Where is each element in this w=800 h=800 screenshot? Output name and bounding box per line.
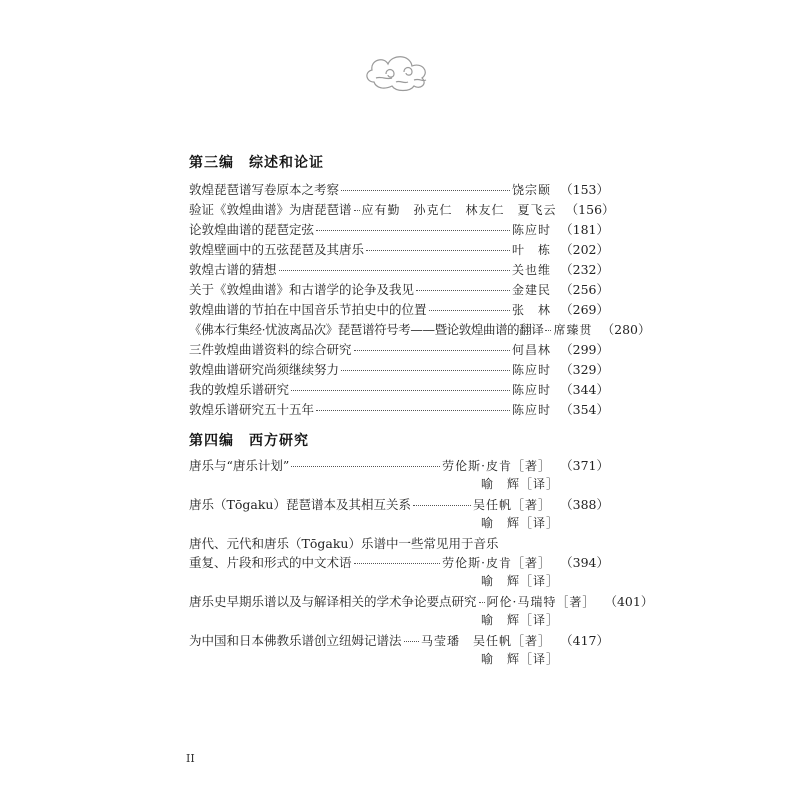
entry-page: （232） [560, 262, 609, 277]
dot-leader [316, 410, 510, 411]
dot-leader [291, 390, 510, 391]
entry-translator: 喻 辉［译］ [480, 574, 559, 588]
toc-entry[interactable] [189, 456, 609, 474]
entry-title: 唐乐与“唐乐计划” [189, 458, 290, 473]
dot-leader [366, 250, 510, 251]
entry-translator: 喻 辉［译］ [480, 652, 559, 666]
entry-translator: 喻 辉［译］ [480, 613, 559, 627]
entry-page: （269） [560, 302, 609, 317]
entry-author: 席臻贯 [553, 323, 593, 337]
entry-page: （280） [601, 322, 651, 337]
dot-leader [404, 641, 419, 642]
entry-author: 张 林 [511, 303, 551, 317]
dot-leader [479, 602, 485, 603]
dot-leader [341, 370, 510, 371]
entry-title: 验证《敦煌曲谱》为唐琵琶谱 [189, 202, 352, 217]
entry-page: （329） [560, 362, 609, 377]
entry-page: （401） [604, 594, 654, 609]
entry-page: （394） [560, 555, 609, 570]
toc-entry[interactable] [189, 340, 609, 358]
toc-entry[interactable] [189, 300, 609, 318]
dot-leader [354, 210, 360, 211]
entry-page: （344） [560, 382, 609, 397]
entry-author: 陈应时 [511, 403, 551, 417]
entry-page: （181） [560, 222, 609, 237]
entry-title: 敦煌壁画中的五弦琵琶及其唐乐 [189, 242, 365, 257]
entry-title: 敦煌琵琶谱写卷原本之考察 [189, 182, 340, 197]
entry-title: 敦煌曲谱研究尚须继续努力 [189, 362, 340, 377]
entry-author: 何昌林 [511, 343, 551, 357]
cloud-scroll-icon [356, 42, 446, 98]
entry-page: （417） [560, 633, 609, 648]
entry-title: 关于《敦煌曲谱》和古谱学的论争及我见 [189, 282, 415, 297]
entry-title: 敦煌乐谱研究五十五年 [189, 402, 315, 417]
entry-author: 应有勤 孙克仁 林友仁 夏飞云 [361, 203, 557, 217]
entry-page: （256） [560, 282, 609, 297]
entry-author: 吴任帆［著］ [472, 498, 551, 512]
entry-author: 劳伦斯·皮肯［著］ [442, 556, 551, 570]
page-number: II [186, 752, 195, 765]
toc-entry[interactable] [189, 360, 609, 378]
entry-page: （388） [560, 497, 609, 512]
entry-author: 阿伦·马瑞特［著］ [486, 595, 596, 609]
entry-page: （354） [560, 402, 609, 417]
entry-translator: 喻 辉［译］ [480, 477, 559, 491]
toc-entry[interactable] [189, 240, 609, 258]
section-title: 第四编 西方研究 [189, 433, 309, 449]
entry-author: 劳伦斯·皮肯［著］ [442, 459, 551, 473]
entry-title: 论敦煌曲谱的琵琶定弦 [189, 222, 315, 237]
entry-title: 我的敦煌乐谱研究 [189, 382, 290, 397]
entry-author: 叶 栋 [511, 243, 551, 257]
toc-entry[interactable] [189, 592, 654, 610]
entry-title-line1: 唐代、元代和唐乐（Tōgaku）乐谱中一些常见用于音乐 [189, 536, 499, 551]
dot-leader [354, 350, 510, 351]
entry-title: 敦煌古谱的猜想 [189, 262, 277, 277]
toc-entry[interactable] [189, 320, 651, 338]
dot-leader [291, 466, 440, 467]
dot-leader [341, 190, 510, 191]
entry-page: （153） [560, 182, 609, 197]
dot-leader [429, 310, 510, 311]
section-title: 第三编 综述和论证 [189, 155, 324, 171]
toc-entry[interactable] [189, 400, 609, 418]
entry-author: 陈应时 [511, 363, 551, 377]
entry-title: 重复、片段和形式的中文术语 [189, 555, 352, 570]
entry-page: （371） [560, 458, 609, 473]
toc-entry[interactable] [189, 260, 609, 278]
entry-author: 金建民 [511, 283, 551, 297]
entry-title: 唐乐（Tōgaku）琵琶谱本及其相互关系 [189, 497, 411, 512]
entry-title: 三件敦煌曲谱资料的综合研究 [189, 342, 352, 357]
entry-author: 陈应时 [511, 383, 551, 397]
toc-entry[interactable] [189, 380, 609, 398]
toc-entry[interactable] [189, 631, 609, 649]
entry-author: 饶宗颐 [511, 183, 551, 197]
entry-title: 敦煌曲谱的节拍在中国音乐节拍史中的位置 [189, 302, 427, 317]
entry-translator: 喻 辉［译］ [480, 516, 559, 530]
dot-leader [279, 270, 510, 271]
dot-leader [416, 290, 510, 291]
entry-page: （299） [560, 342, 609, 357]
toc-entry[interactable] [189, 220, 609, 238]
entry-author: 陈应时 [511, 223, 551, 237]
entry-title: 《佛本行集经·忧波离品次》琵琶谱符号考——暨论敦煌曲谱的翻译 [189, 322, 544, 337]
dot-leader [413, 505, 471, 506]
entry-title: 为中国和日本佛教乐谱创立纽姆记谱法 [189, 633, 402, 648]
entry-page: （156） [565, 202, 615, 217]
entry-title: 唐乐史早期乐谱以及与解译相关的学术争论要点研究 [189, 594, 477, 609]
toc-entry[interactable] [189, 495, 609, 513]
entry-page: （202） [560, 242, 609, 257]
toc-entry[interactable] [189, 280, 609, 298]
dot-leader [316, 230, 510, 231]
dot-leader [545, 330, 551, 331]
entry-author: 关也维 [511, 263, 551, 277]
toc-entry[interactable] [189, 553, 609, 571]
toc-entry[interactable] [189, 180, 609, 198]
toc-entry[interactable] [189, 200, 615, 218]
dot-leader [354, 563, 441, 564]
entry-author: 马莹璠 吴任帆［著］ [420, 634, 551, 648]
